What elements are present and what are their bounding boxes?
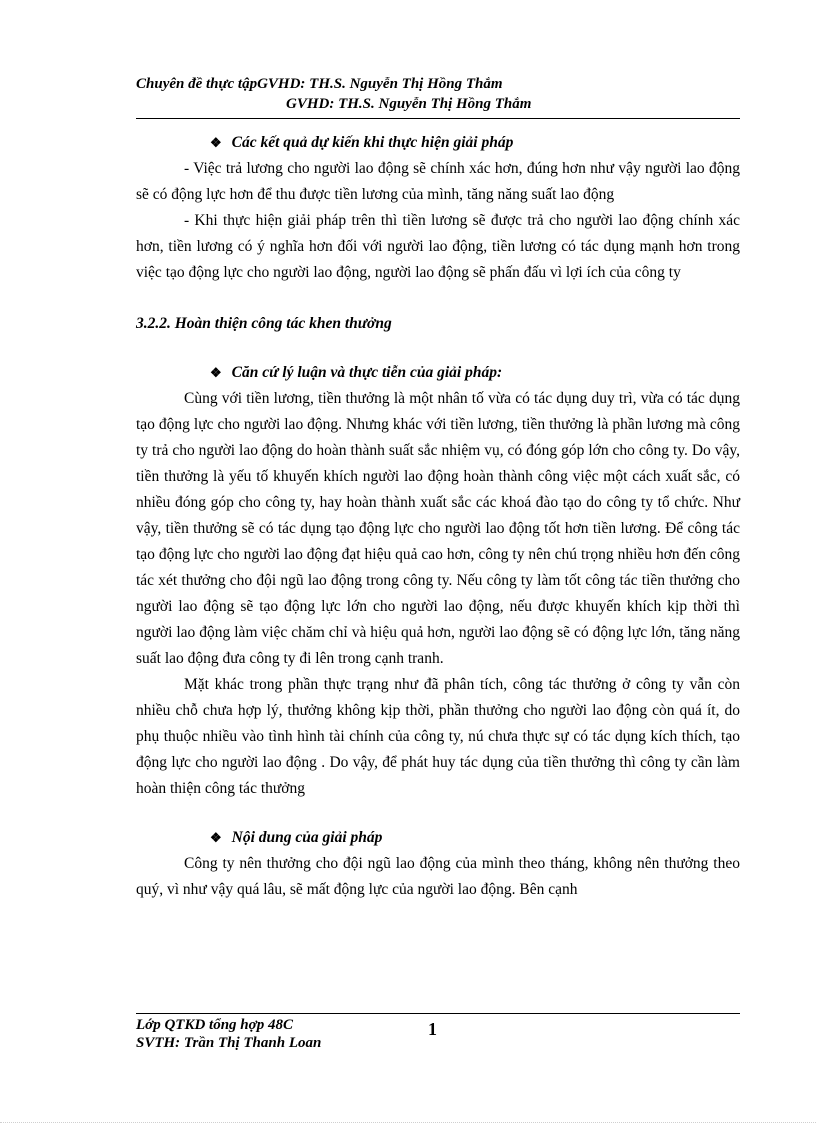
footer-student: SVTH: Trần Thị Thanh Loan xyxy=(136,1035,322,1051)
footer-divider xyxy=(136,1013,740,1014)
results-paragraph-1: - Việc trả lương cho người lao động sẽ chính xác hơn, đúng hơn như vậy người lao động sẽ có động lực hơn để thu được tiền lương của mình, tăng năng suất lao động xyxy=(136,160,740,203)
header-line-1: Chuyên đề thực tậpGVHD: TH.S. Nguyễn Thị Hồng Thắm xyxy=(136,76,503,92)
content-heading xyxy=(136,825,740,851)
section-title-3-2-2: 3.2.2. Hoàn thiện công tác khen thưởng xyxy=(136,315,392,332)
diamond-bullet-icon: ❖ xyxy=(210,135,222,150)
content-paragraph-1: Công ty nên thưởng cho đội ngũ lao động của mình theo tháng, không nên thưởng theo quý, vì như vậy quá lâu, sẽ mất động lực của người lao động. Bên cạnh xyxy=(136,855,740,898)
basis-heading xyxy=(136,360,740,386)
header-divider xyxy=(136,118,740,119)
basis-heading-text: Căn cứ lý luận và thực tiễn của giải pháp: xyxy=(231,364,503,381)
results-heading-text: Các kết quả dự kiến khi thực hiện giải pháp xyxy=(231,134,514,151)
results-paragraph-2: - Khi thực hiện giải pháp trên thì tiền lương sẽ được trả cho người lao động chính xác hơn, tiền lương có ý nghĩa hơn đối với người lao động, tiền lương có tác dụng mạnh hơn trong việc tạo động lực cho người lao động, người lao động sẽ phấn đấu vì lợi ích của công ty xyxy=(136,212,740,281)
header-line-2: GVHD: TH.S. Nguyễn Thị Hồng Thắm xyxy=(286,96,532,112)
basis-paragraph-2: Mặt khác trong phần thực trạng như đã phân tích, công tác thưởng ở công ty vẫn còn nhiều chỗ chưa hợp lý, thưởng không kịp thời, phần thưởng cho người lao động còn quá ít, do phụ thuộc nhiều vào tình hình tài chính của công ty, nú chưa thực sự có tác dụng kích thích, tạo động lực cho người lao động . Do vậy, để phát huy tác dụng của tiền thưởng thì công ty cần làm hoàn thiện công tác thưởng xyxy=(136,676,740,797)
content-heading-text: Nội dung của giải pháp xyxy=(231,829,383,846)
diamond-bullet-icon: ❖ xyxy=(210,365,222,380)
page-number: 1 xyxy=(428,1019,437,1039)
results-heading xyxy=(136,130,740,156)
diamond-bullet-icon: ❖ xyxy=(210,830,222,845)
basis-paragraph-1: Cùng với tiền lương, tiền thưởng là một nhân tố vừa có tác dụng duy trì, vừa có tác dụng tạo động lực cho người lao động. Nhưng khác với tiền lương, tiền thưởng là phần lương mà công ty trả cho người lao động do hoàn thành suất sắc nhiệm vụ, có đóng góp lớn cho công ty. Do vậy, tiền thưởng là yếu tố khuyến khích người lao động hoàn thành công việc một cách xuất sắc, có nhiều đóng góp cho công ty, hay hoàn thành xuất sắc các khoá đào tạo do công ty tổ chức. Như vậy, tiền thưởng sẽ có tác dụng tạo động lực cho người lao động tốt hơn tiền lương. Để công tác tạo động lực cho người lao động đạt hiệu quả cao hơn, công ty nên chú trọng nhiều hơn đến công tác xét thưởng cho đội ngũ lao động trong công ty. Nếu công ty làm tốt công tác tiền thưởng cho người lao động sẽ tạo động lực lớn cho người lao động, nếu được khuyến khích kịp thời thì người lao động làm việc chăm chỉ và hiệu quả hơn, người lao động sẽ có động lực lớn, tăng năng suất lao động đưa công ty đi lên trong cạnh tranh. xyxy=(136,390,740,667)
footer-class: Lớp QTKD tổng hợp 48C xyxy=(136,1017,293,1033)
page-body xyxy=(136,130,740,903)
